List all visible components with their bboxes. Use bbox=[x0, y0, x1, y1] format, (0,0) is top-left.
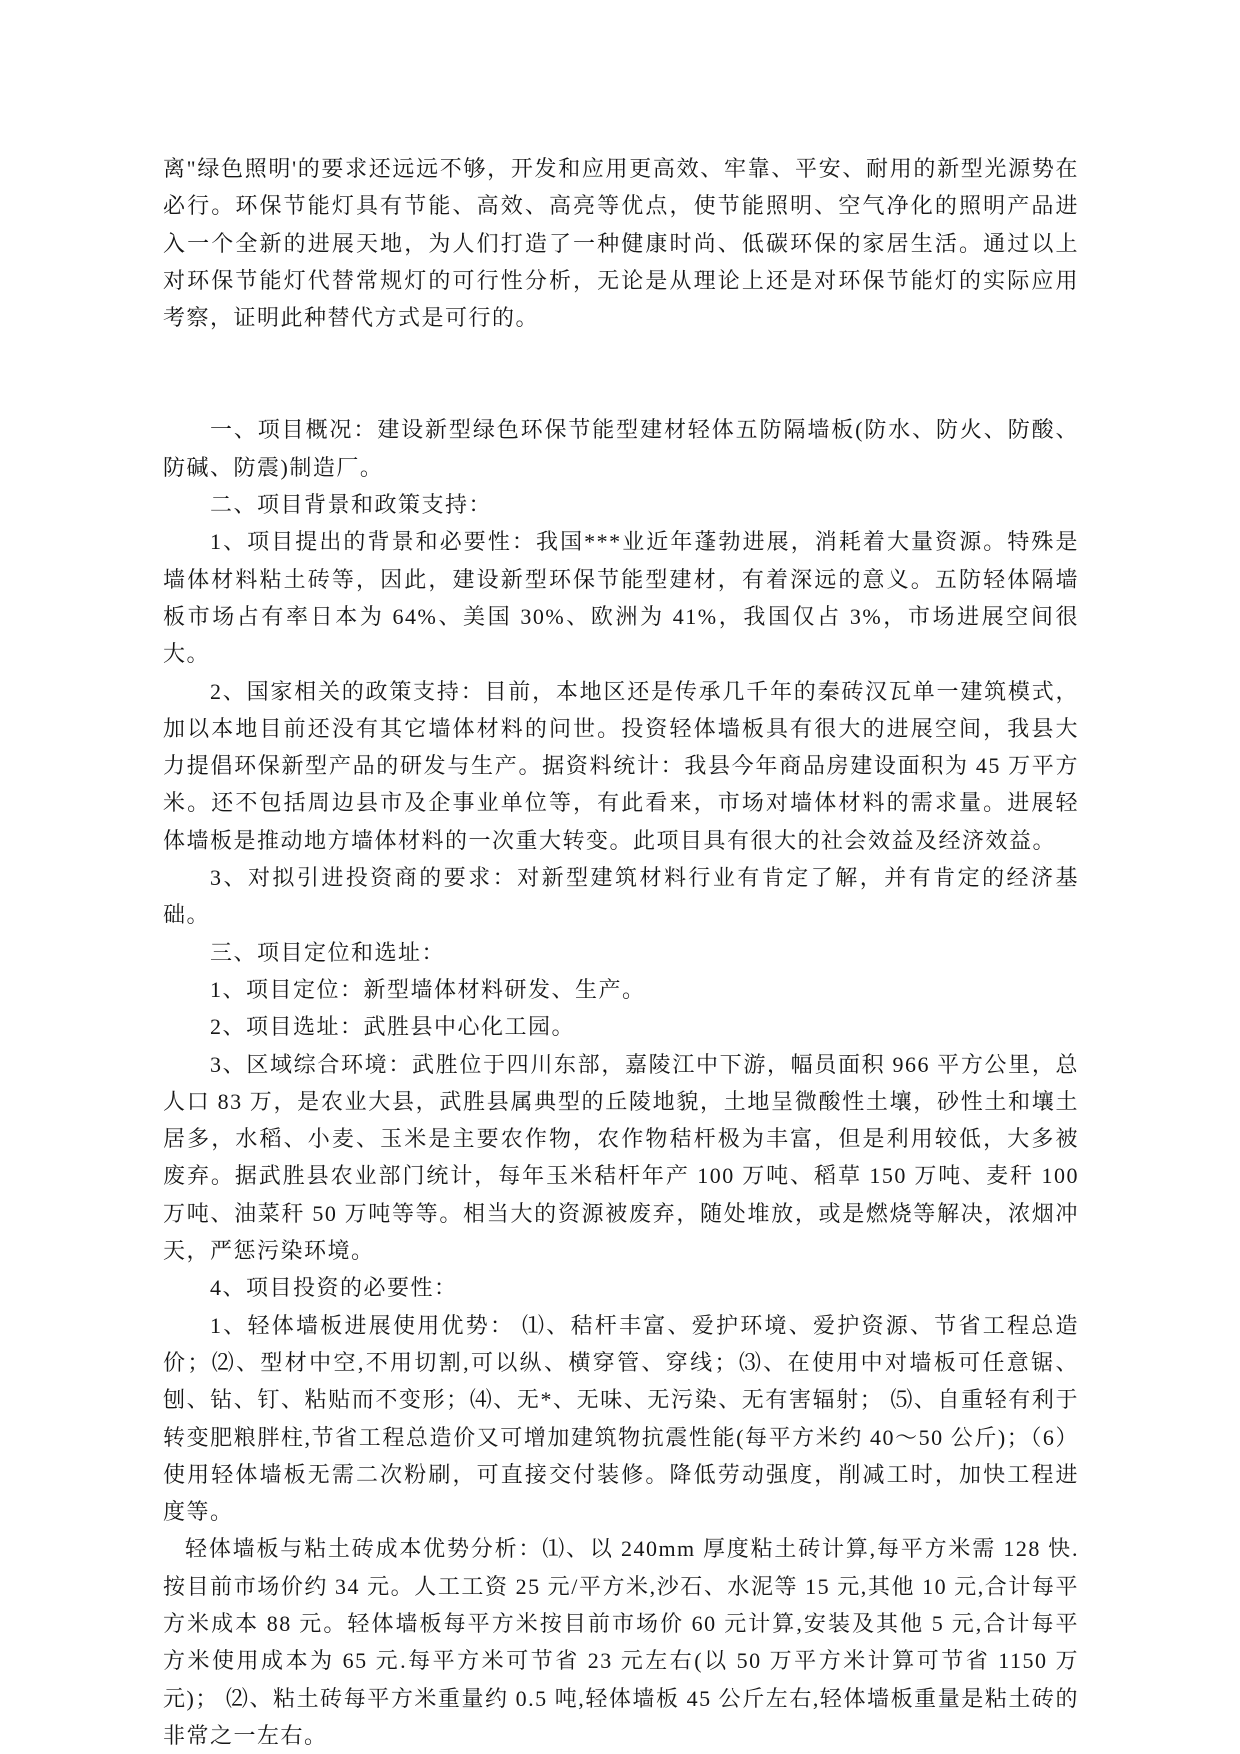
document-body bbox=[163, 150, 1079, 1754]
paragraph: 一、项目概况：建设新型绿色环保节能型建材轻体五防隔墙板(防水、防火、防酸、防碱、防震)制造厂。 bbox=[163, 417, 1079, 480]
paragraph: 轻体墙板与粘土砖成本优势分析：⑴、以 240mm 厚度粘土砖计算,每平方米需 128 快.按目前市场价约 34 元。人工工资 25 元/平方米,沙石、水泥等 15 元,其他 10 元,合计每平方米成本 88 元。轻体墙板每平方米按目前市场价 60 元计算,安装及其他 5 元,合计每平方米使用成本为 65 元.每平方米可节省 23 元左右(以 50 万平方米计算可节省 1150 万元)； ⑵、粘土砖每平方米重量约 0.5 吨,轻体墙板 45 公斤左右,轻体墙板重量是粘土砖的非常之一左右。 bbox=[163, 1536, 1079, 1748]
paragraph: 1、轻体墙板进展使用优势： ⑴、秸杆丰富、爱护环境、爱护资源、节省工程总造价；⑵、型材中空,不用切割,可以纵、横穿管、穿线；⑶、在使用中对墙板可任意锯、刨、钻、钉、粘贴而不变形；⑷、无*、无味、无污染、无有害辐射； ⑸、自重轻有利于转变肥粮胖柱,节省工程总造价又可增加建筑物抗震性能(每平方米约 40～50 公斤)；（6）使用轻体墙板无需二次粉刷，可直接交付装修。降低劳动强度，削减工时，加快工程进度等。 bbox=[163, 1312, 1079, 1525]
paragraph: 二、项目背景和政策支持： bbox=[210, 492, 493, 518]
paragraph: 2、国家相关的政策支持：目前，本地区还是传承几千年的秦砖汉瓦单一建筑模式，加以本地目前还没有其它墙体材料的问世。投资轻体墙板具有很大的进展空间，我县大力提倡环保新型产品的研发与生产。据资料统计：我县今年商品房建设面积为 45 万平方米。还不包括周边县市及企事业单位等，有此看来，市场对墙体材料的需求量。进展轻体墙板是推动地方墙体材料的一次重大转变。此项目具有很大的社会效益及经济效益。 bbox=[163, 678, 1079, 853]
paragraph: 1、项目定位：新型墙体材料研发、生产。 bbox=[210, 976, 646, 1002]
paragraph: 3、区域综合环境：武胜位于四川东部，嘉陵江中下游，幅员面积 966 平方公里，总人口 83 万，是农业大县，武胜县属典型的丘陵地貌，土地呈微酸性土壤，砂性土和壤土居多，水稻、小麦、玉米是主要农作物，农作物秸杆极为丰富，但是利用较低，大多被废弃。据武胜县农业部门统计，每年玉米秸杆年产 100 万吨、稻草 150 万吨、麦秆 100 万吨、油菜秆 50 万吨等等。相当大的资源被废弃，随处堆放，或是燃烧等解决，浓烟冲天，严惩污染环境。 bbox=[163, 1051, 1079, 1264]
paragraph: 1、项目提出的背景和必要性：我国***业近年蓬勃进展，消耗着大量资源。特殊是墙体材料粘土砖等，因此，建设新型环保节能型建材，有着深远的意义。五防轻体隔墙板市场占有率日本为 64%、美国 30%、欧洲为 41%，我国仅占 3%，市场进展空间很大。 bbox=[163, 529, 1079, 667]
paragraph: 离"绿色照明'的要求还远远不够，开发和应用更高效、牢靠、平安、耐用的新型光源势在必行。环保节能灯具有节能、高效、高亮等优点，使节能照明、空气净化的照明产品进入一个全新的进展天地，为人们打造了一种健康时尚、低碳环保的家居生活。通过以上对环保节能灯代替常规灯的可行性分析，无论是从理论上还是对环保节能灯的实际应用考察，证明此种替代方式是可行的。 bbox=[163, 156, 1079, 331]
paragraph: 三、项目定位和选址： bbox=[210, 939, 446, 965]
paragraph: 2、项目选址：武胜县中心化工园。 bbox=[210, 1014, 576, 1040]
paragraph: 4、项目投资的必要性： bbox=[210, 1275, 458, 1301]
paragraph: 3、对拟引进投资商的要求：对新型建筑材料行业有肯定了解，并有肯定的经济基础。 bbox=[163, 865, 1079, 928]
